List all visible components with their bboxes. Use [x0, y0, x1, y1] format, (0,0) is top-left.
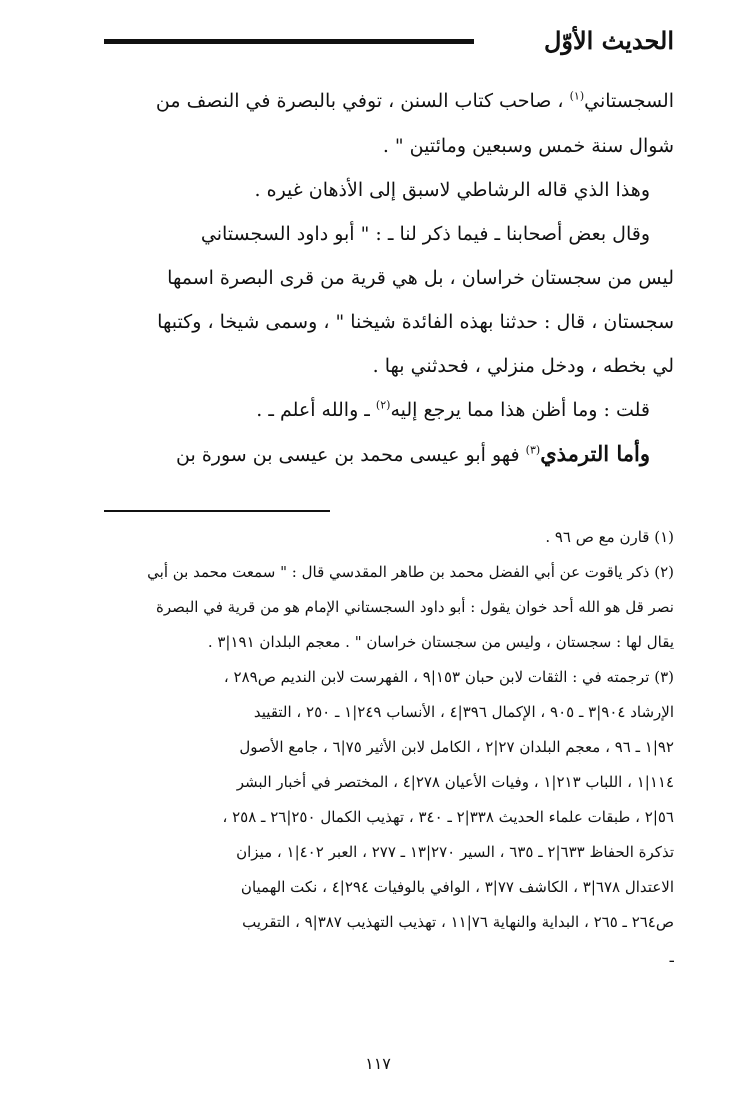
text-line-4: وقال بعض أصحابنا ـ فيما ذكر لنا ـ : " أبو داود السجستاني: [200, 223, 650, 245]
footnote-ref-1: (١): [569, 89, 585, 103]
footnote-ref-2: (٢): [375, 398, 391, 412]
footnote-3: [104, 660, 674, 975]
footnote-line: يقال لها : سجستان ، وليس من سجستان خراسان " . معجم البلدان ١٩١|٣ .: [207, 633, 674, 651]
footnote-line: الإرشاد ٩٠٤|٣ ـ ٩٠٥ ، الإكمال ٣٩٦|٤ ، الأنساب ٢٤٩|١ ـ ٢٥٠ ، التقييد: [253, 703, 674, 721]
text-line-8: [102, 388, 674, 432]
footnote-separator: [104, 510, 330, 512]
text-line-5: ليس من سجستان خراسان ، بل هي قرية من قرى البصرة اسمها: [167, 267, 674, 289]
bold-heading-word: وأما الترمذي: [540, 441, 650, 466]
footnote-line: ص٢٦٤ ـ ٢٦٥ ، البداية والنهاية ٧٦|١١ ، تهذيب التهذيب ٣٨٧|٩ ، التقريب: [242, 913, 674, 931]
footnote-line: (٣) ترجمته في : الثقات لابن حبان ١٥٣|٩ ، الفهرست لابن النديم ص٢٨٩ ،: [223, 668, 674, 686]
footnote-line: تذكرة الحفاظ ٦٣٣|٢ ـ ٦٣٥ ، السير ٢٧٠|١٣ ـ ٢٧٧ ، العبر ٤٠٢|١ ، ميزان: [236, 843, 674, 861]
text-segment: ـ والله أعلم ـ .: [256, 399, 370, 421]
footnote-line: ـ: [669, 948, 674, 966]
text-line-7: لي بخطه ، ودخل منزلي ، فحدثني بها .: [372, 355, 674, 377]
text-segment: ، صاحب كتاب السنن ، توفي بالبصرة في النصف من: [155, 90, 564, 112]
text-segment: فهو أبو عيسى محمد بن عيسى بن سورة بن: [176, 444, 520, 466]
footnote-line: ٩٢|١ ـ ٩٦ ، معجم البلدان ٢٧|٢ ، الكامل لابن الأثير ٧٥|٦ ، جامع الأصول: [239, 738, 674, 756]
text-line-3: وهذا الذي قاله الرشاطي لاسبق إلى الأذهان غيره .: [254, 179, 650, 201]
text-line-1: [102, 78, 674, 124]
footnote-line: ١١٤|١ ، اللباب ٢١٣|١ ، وفيات الأعيان ٢٧٨|٤ ، المختصر في أخبار البشر: [236, 773, 674, 791]
text-line-9: [102, 432, 674, 477]
chapter-title: الحديث الأوّل: [543, 26, 674, 55]
footnote-1: [104, 520, 674, 555]
footnote-line: الاعتدال ٦٧٨|٣ ، الكاشف ٧٧|٣ ، الوافي بالوفيات ٢٩٤|٤ ، نكت الهميان: [240, 878, 674, 896]
footnote-line: ٥٦|٢ ، طبقات علماء الحديث ٣٣٨|٢ ـ ٣٤٠ ، تهذيب الكمال ٢٥٠|٢٦ ـ ٢٥٨ ،: [222, 808, 674, 826]
footnotes: [104, 520, 674, 975]
footnote-2: [104, 555, 674, 660]
page-number: ١١٧: [365, 1054, 391, 1073]
footnote-line: نصر قل هو الله أحد خوان يقول : أبو داود السجستاني الإمام هو من قرية في البصرة: [156, 598, 674, 616]
text-segment: السجستاني: [584, 90, 674, 112]
main-text: [102, 78, 674, 477]
header-rule: [104, 39, 474, 44]
text-line-6: سجستان ، قال : حدثنا بهذه الفائدة شيخنا " ، وسمى شيخا ، وكتبها: [157, 311, 674, 333]
footnote-ref-3: (٣): [525, 443, 541, 457]
text-segment: قلت : وما أظن هذا مما يرجع إليه: [390, 399, 650, 421]
footnote-line: (٢) ذكر ياقوت عن أبي الفضل محمد بن طاهر المقدسي قال : " سمعت محمد بن أبي: [147, 563, 674, 581]
footnote-line: (١) قارن مع ص ٩٦ .: [545, 528, 674, 546]
running-header: [104, 24, 674, 58]
text-line-2: شوال سنة خمس وسبعين ومائتين " .: [382, 135, 674, 157]
